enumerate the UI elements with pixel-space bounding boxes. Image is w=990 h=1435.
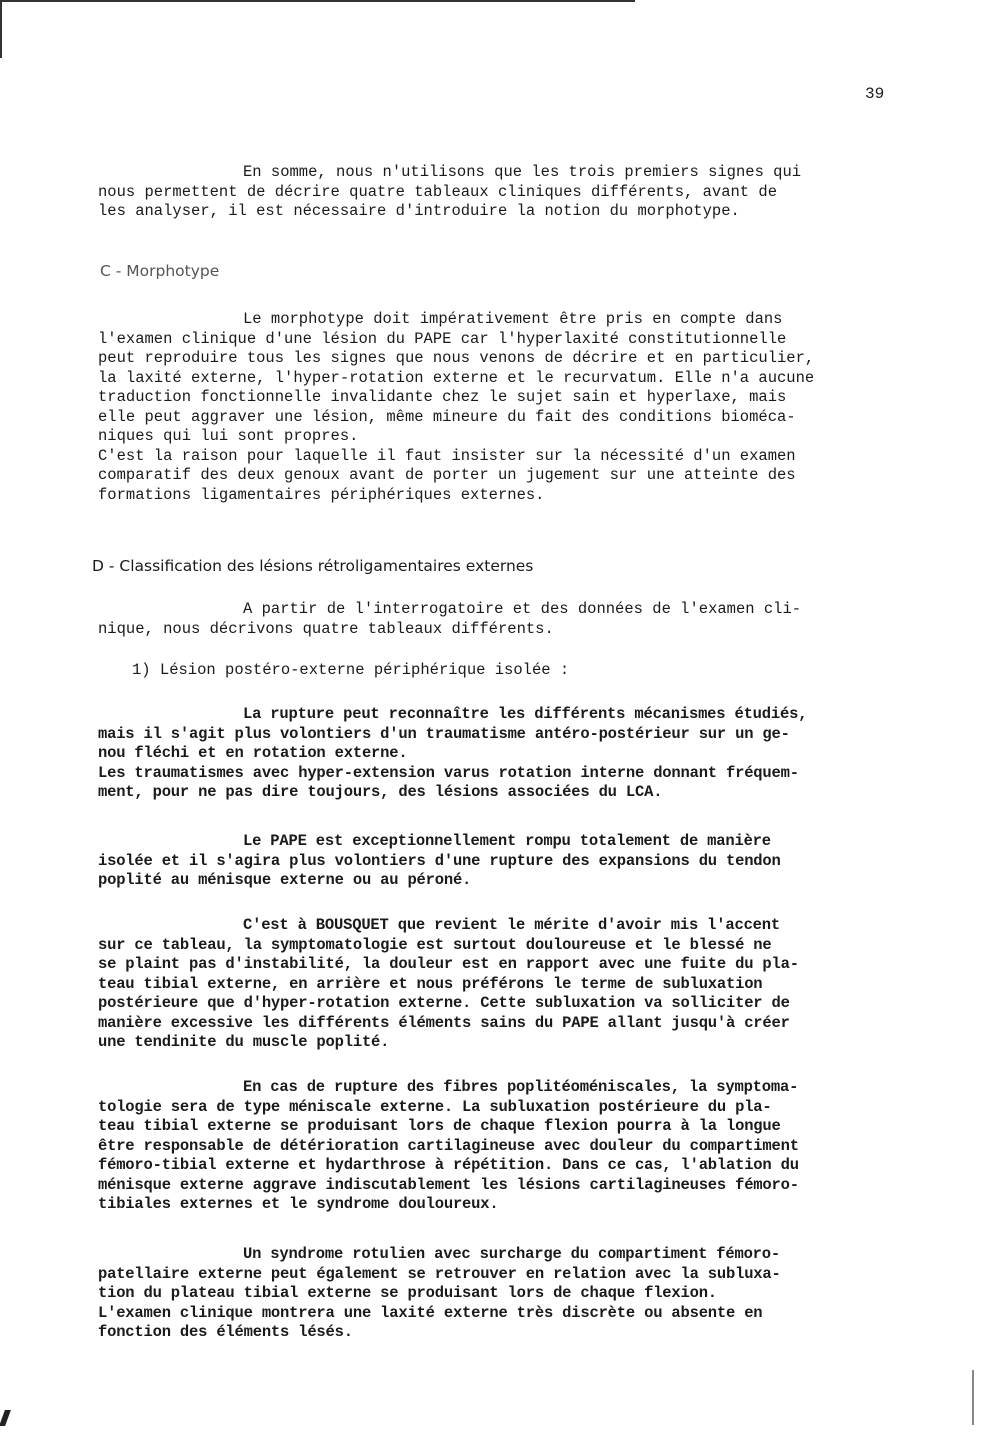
text-line: postérieure que d'hyper-rotation externe. Cette subluxation va solliciter de (98, 994, 790, 1012)
text-line: manière excessive les différents éléments sains du PAPE allant jusqu'à créer (98, 1013, 790, 1032)
text-line: Le PAPE est exceptionnellement rompu totalement de manière (243, 832, 771, 850)
text-line: ménisque externe aggrave indiscutablement les lésions cartilagineuses fémoro- (98, 1175, 799, 1194)
text-line: mais il s'agit plus volontiers d'un traumatisme antéro-postérieur sur un ge- (98, 724, 790, 743)
scan-mark (0, 1410, 11, 1426)
text-line: elle peut aggraver une lésion, même mineure du fait des conditions biomécа- (98, 407, 796, 426)
text-line: La rupture peut reconnaître les différents mécanismes étudiés, (243, 705, 808, 723)
text-line: tion du plateau tibial externe se produisant lors de chaque flexion. (98, 1284, 717, 1302)
text-line: ment, pour ne pas dire toujours, des lésions associées du LCA. (98, 783, 663, 801)
text-line: tologie sera de type méniscale externe. La subluxation postérieure du pla- (98, 1097, 772, 1116)
scan-edge-top (0, 0, 635, 2)
text-line: teau tibial externe, en arrière et nous préférons le terme de subluxation (98, 974, 763, 993)
text-line: traduction fonctionnelle invalidante chez le sujet sain et hyperlaxe, mais (98, 388, 787, 406)
text-line: les analyser, il est nécessaire d'introduire la notion du morphotype. (98, 202, 740, 220)
paragraph-fibres (98, 1078, 898, 1215)
text-line: nous permettent de décrire quatre tableaux cliniques différents, avant de (98, 182, 778, 201)
text-line: L'examen clinique montrera une laxité externe très discrète ou absente en (98, 1303, 763, 1322)
text-line: C'est à BOUSQUET que revient le mérite d'avoir mis l'accent (243, 916, 780, 934)
paragraph-rotulien (98, 1245, 898, 1343)
text-line: fémoro-tibial externe et hydarthrose à répétition. Dans ce cas, l'ablation du (98, 1156, 799, 1174)
paragraph-morphotype (98, 310, 898, 505)
page-number: 39 (865, 85, 885, 103)
text-line: Un syndrome rotulien avec surcharge du compartiment fémoro- (243, 1245, 780, 1263)
text-line: se plaint pas d'instabilité, la douleur est en rapport avec une fuite du pla- (98, 955, 799, 973)
section-heading-classification: D - Classification des lésions rétroligamentaires externes (92, 557, 534, 575)
text-line: patellaire externe peut également se retrouver en relation avec la subluxa- (98, 1264, 781, 1283)
text-line: C'est la raison pour laquelle il faut insister sur la nécessité d'un examen (98, 446, 796, 465)
text-line: être responsable de détérioration cartilagineuse avec douleur du compartiment (98, 1136, 799, 1155)
paragraph-bousquet (98, 916, 898, 1053)
paragraph-classification (98, 600, 898, 639)
text-line: isolée et il s'agira plus volontiers d'une rupture des expansions du tendon (98, 851, 781, 870)
scan-edge-left (0, 0, 2, 58)
scan-edge-right (972, 1370, 974, 1425)
text-line: peut reproduire tous les signes que nous venons de décrire et en particulier, (98, 349, 815, 367)
text-line: la laxité externe, l'hyper-rotation externe et le recurvatum. Elle n'a aucune (98, 368, 815, 387)
text-line: formations ligamentaires périphériques externes. (98, 485, 545, 504)
text-line: En somme, nous n'utilisons que les trois premiers signes qui (243, 163, 802, 181)
text-line: A partir de l'interrogatoire et des données de l'examen cli- (243, 600, 802, 618)
text-line: l'examen clinique d'une lésion du PAPE car l'hyperlaxité constitutionnelle (98, 329, 787, 348)
text-line: sur ce tableau, la symptomatologie est surtout douloureuse et le blessé ne (98, 935, 772, 954)
text-line: nique, nous décrivons quatre tableaux différents. (98, 619, 554, 638)
section-heading-morphotype: C - Morphotype (100, 262, 220, 280)
text-line: tibiales externes et le syndrome douloureux. (98, 1195, 499, 1213)
text-line: niques qui lui sont propres. (98, 427, 359, 445)
text-line: comparatif des deux genoux avant de porter un jugement sur une atteinte des (98, 466, 796, 484)
paragraph-intro (98, 163, 898, 222)
subheading-lesion-1: 1) Lésion postéro-externe périphérique isolée : (132, 661, 570, 679)
text-line: poplité au ménisque externe ou au péroné. (98, 871, 472, 889)
paragraph-pape (98, 832, 898, 891)
text-line: fonction des éléments lésés. (98, 1323, 353, 1341)
text-line: une tendinite du muscle poplité. (98, 1033, 390, 1051)
text-line: nou fléchi et en rotation externe. (98, 744, 408, 762)
text-line: Le morphotype doit impérativement être pris en compte dans (243, 310, 783, 328)
paragraph-rupture (98, 705, 898, 803)
text-line: En cas de rupture des fibres poplitéoméniscales, la symptoma- (243, 1078, 799, 1096)
text-line: Les traumatismes avec hyper-extension varus rotation interne donnant fréquem- (98, 763, 799, 782)
text-line: teau tibial externe se produisant lors de chaque flexion pourra à la longue (98, 1117, 781, 1135)
